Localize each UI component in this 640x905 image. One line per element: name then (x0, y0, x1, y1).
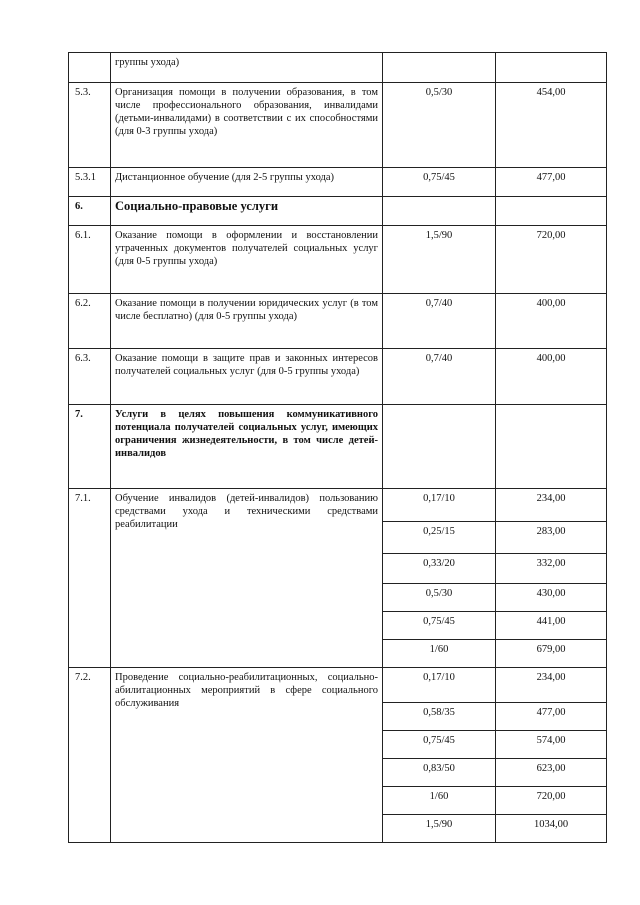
service-description: Обучение инвалидов (детей-инвалидов) пользованию средствами ухода и техническими средствами реабилитации (111, 489, 383, 668)
table-row (69, 349, 607, 405)
service-time: 0,17/10 (383, 489, 496, 522)
table-row (69, 668, 607, 703)
service-time: 0,75/45 (383, 731, 496, 759)
service-price: 477,00 (496, 168, 607, 197)
service-price: 332,00 (496, 554, 607, 584)
service-price: 679,00 (496, 640, 607, 668)
service-time: 1/60 (383, 787, 496, 815)
service-time: 0,75/45 (383, 612, 496, 640)
service-price: 234,00 (496, 489, 607, 522)
service-price (496, 53, 607, 83)
service-description: Оказание помощи в получении юридических услуг (в том числе бесплатно) (для 0-5 группы ухода) (111, 294, 383, 349)
service-time: 0,58/35 (383, 703, 496, 731)
table-row (69, 53, 607, 83)
service-description: Проведение социально-реабилитационных, социально-абилитационных мероприятий в сфере социального обслуживания (111, 668, 383, 843)
service-price: 623,00 (496, 759, 607, 787)
service-time: 0,17/10 (383, 668, 496, 703)
service-time: 0,5/30 (383, 584, 496, 612)
table-row (69, 294, 607, 349)
service-price: 477,00 (496, 703, 607, 731)
row-number: 6.1. (69, 226, 111, 294)
row-number: 7.1. (69, 489, 111, 668)
table-row (69, 83, 607, 168)
section-title: Услуги в целях повышения коммуникативного потенциала получателей социальных услуг, имеющих ограничения жизнедеятельности, в том числе детей-инвалидов (111, 405, 383, 489)
table-row (69, 489, 607, 522)
service-time: 1,5/90 (383, 815, 496, 843)
row-number: 7.2. (69, 668, 111, 843)
section-row (69, 405, 607, 489)
service-price: 400,00 (496, 349, 607, 405)
section-row (69, 197, 607, 226)
section-number: 6. (69, 197, 111, 226)
service-time: 0,5/30 (383, 83, 496, 168)
table-row (69, 226, 607, 294)
tariff-table (68, 52, 607, 843)
section-number: 7. (69, 405, 111, 489)
row-number: 6.2. (69, 294, 111, 349)
row-number: 5.3. (69, 83, 111, 168)
service-time (383, 53, 496, 83)
empty-cell (496, 405, 607, 489)
service-time: 0,7/40 (383, 294, 496, 349)
service-price: 283,00 (496, 522, 607, 554)
service-time: 0,75/45 (383, 168, 496, 197)
section-title: Социально-правовые услуги (111, 197, 383, 226)
row-number (69, 53, 111, 83)
service-price: 1034,00 (496, 815, 607, 843)
empty-cell (383, 197, 496, 226)
service-price: 720,00 (496, 226, 607, 294)
service-price: 430,00 (496, 584, 607, 612)
service-price: 234,00 (496, 668, 607, 703)
service-time: 1,5/90 (383, 226, 496, 294)
table-row (69, 168, 607, 197)
service-description: Организация помощи в получении образования, в том числе профессионального образования, инвалидами (детьми-инвалидами) в соответствии с их способностями (для 0-3 группы ухода) (111, 83, 383, 168)
service-description: Дистанционное обучение (для 2-5 группы ухода) (111, 168, 383, 197)
service-price: 441,00 (496, 612, 607, 640)
empty-cell (496, 197, 607, 226)
empty-cell (383, 405, 496, 489)
row-number: 6.3. (69, 349, 111, 405)
service-price: 720,00 (496, 787, 607, 815)
service-description: Оказание помощи в защите прав и законных интересов получателей социальных услуг (для 0-5 группы ухода) (111, 349, 383, 405)
row-number: 5.3.1 (69, 168, 111, 197)
service-price: 574,00 (496, 731, 607, 759)
service-time: 0,25/15 (383, 522, 496, 554)
service-time: 1/60 (383, 640, 496, 668)
service-time: 0,83/50 (383, 759, 496, 787)
service-price: 400,00 (496, 294, 607, 349)
service-description: Оказание помощи в оформлении и восстановлении утраченных документов получателей социальных услуг (для 0-5 группы ухода) (111, 226, 383, 294)
service-time: 0,33/20 (383, 554, 496, 584)
service-time: 0,7/40 (383, 349, 496, 405)
service-description: группы ухода) (111, 53, 383, 83)
service-price: 454,00 (496, 83, 607, 168)
